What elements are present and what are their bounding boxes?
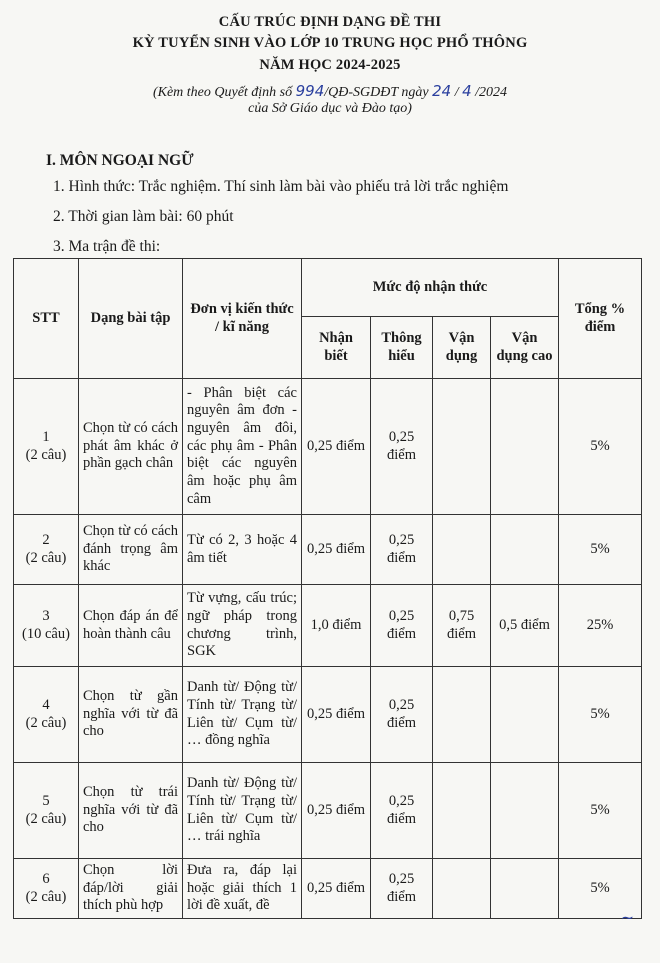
row-number: 3 <box>42 607 50 624</box>
row-number: 6 <box>42 870 50 887</box>
row-tong: 5% <box>559 379 642 515</box>
row-number: 1 <box>42 428 50 445</box>
row-question-count: (2 câu) <box>25 549 67 566</box>
row-thong-hieu: 0,25 điểm <box>371 379 433 515</box>
row-dang-bai: Chọn từ có cách phát âm khác ở phần gạch chân <box>79 379 183 515</box>
row-dang-bai: Chọn từ có cách đánh trọng âm khác <box>79 515 183 585</box>
header-don-vi: Đơn vị kiến thức / kĩ năng <box>183 259 302 379</box>
doc-title-line2: KỲ TUYỂN SINH VÀO LỚP 10 TRUNG HỌC PHỔ THÔNG <box>132 35 528 51</box>
header-van-dung: Vận dụng <box>433 317 491 379</box>
row-van-dung-cao <box>491 667 559 763</box>
row-stt <box>14 667 79 763</box>
row-nhan-biet: 0,25 điểm <box>302 515 371 585</box>
row-stt <box>14 585 79 667</box>
row-van-dung-cao <box>491 859 559 919</box>
row-tong: 5% <box>559 859 642 919</box>
decision-day: 24 <box>432 82 452 100</box>
row-tong: 5% <box>559 667 642 763</box>
row-van-dung-cao <box>491 379 559 515</box>
row-dang-bai: Chọn lời đáp/lời giải thích phù hợp <box>79 859 183 919</box>
row-thong-hieu: 0,25 điểm <box>371 515 433 585</box>
exam-matrix-table <box>13 258 642 919</box>
row-question-count: (2 câu) <box>25 446 67 463</box>
row-dang-bai: Chọn đáp án để hoàn thành câu <box>79 585 183 667</box>
row-van-dung-cao <box>491 763 559 859</box>
decision-year: /2024 <box>475 85 508 100</box>
row-stt <box>14 379 79 515</box>
row-question-count: (2 câu) <box>25 810 67 827</box>
row-question-count: (2 câu) <box>25 888 67 905</box>
section-item-2: 2. Thời gian làm bài: 60 phút <box>53 208 234 225</box>
row-don-vi: - Phân biệt các nguyên âm đơn - nguyên âm đôi, các phụ âm - Phân biệt các nguyên âm hoặc phụ âm câm <box>183 379 302 515</box>
table-row <box>14 379 642 515</box>
row-nhan-biet: 1,0 điểm <box>302 585 371 667</box>
row-van-dung <box>433 763 491 859</box>
header-thong-hieu: Thông hiểu <box>371 317 433 379</box>
row-van-dung-cao: 0,5 điểm <box>491 585 559 667</box>
row-van-dung-cao <box>491 515 559 585</box>
decision-issuer: của Sở Giáo dục và Đào tạo) <box>248 101 412 116</box>
row-thong-hieu: 0,25 điểm <box>371 667 433 763</box>
decision-sep: / <box>454 85 459 100</box>
row-nhan-biet: 0,25 điểm <box>302 379 371 515</box>
row-thong-hieu: 0,25 điểm <box>371 859 433 919</box>
section-item-1: 1. Hình thức: Trắc nghiệm. Thí sinh làm bài vào phiếu trả lời trắc nghiệm <box>53 178 509 195</box>
row-nhan-biet: 0,25 điểm <box>302 763 371 859</box>
table-row <box>14 515 642 585</box>
header-muc-do: Mức độ nhận thức <box>302 259 559 317</box>
table-row <box>14 763 642 859</box>
row-nhan-biet: 0,25 điểm <box>302 667 371 763</box>
table-row <box>14 859 642 919</box>
row-tong: 25% <box>559 585 642 667</box>
decision-number: 994 <box>295 82 325 100</box>
row-van-dung <box>433 379 491 515</box>
table-row <box>14 667 642 763</box>
row-question-count: (10 câu) <box>22 625 70 642</box>
row-van-dung <box>433 667 491 763</box>
decision-mid: /QĐ-SGDĐT ngày <box>324 85 429 100</box>
decision-reference <box>0 82 660 101</box>
row-number: 5 <box>42 792 50 809</box>
row-stt <box>14 515 79 585</box>
row-stt <box>14 859 79 919</box>
row-number: 2 <box>42 531 50 548</box>
row-nhan-biet: 0,25 điểm <box>302 859 371 919</box>
row-thong-hieu: 0,25 điểm <box>371 585 433 667</box>
doc-title-line3: NĂM HỌC 2024-2025 <box>259 57 401 73</box>
row-van-dung <box>433 515 491 585</box>
row-don-vi: Từ có 2, 3 hoặc 4 âm tiết <box>183 515 302 585</box>
row-van-dung <box>433 859 491 919</box>
row-thong-hieu: 0,25 điểm <box>371 763 433 859</box>
row-van-dung: 0,75 điểm <box>433 585 491 667</box>
handwritten-mark: ~ <box>620 908 634 927</box>
header-dang-bai: Dạng bài tập <box>79 259 183 379</box>
row-question-count: (2 câu) <box>25 714 67 731</box>
row-tong: 5% <box>559 515 642 585</box>
table-row <box>14 585 642 667</box>
row-don-vi: Danh từ/ Động từ/ Tính từ/ Trạng từ/ Liên từ/ Cụm từ/ … trái nghĩa <box>183 763 302 859</box>
row-dang-bai: Chọn từ gần nghĩa với từ đã cho <box>79 667 183 763</box>
decision-month: 4 <box>462 82 472 100</box>
row-stt <box>14 763 79 859</box>
row-tong: 5% <box>559 763 642 859</box>
header-stt: STT <box>14 259 79 379</box>
row-dang-bai: Chọn từ trái nghĩa với từ đã cho <box>79 763 183 859</box>
section-title: I. MÔN NGOẠI NGỮ <box>46 152 194 169</box>
header-van-dung-cao: Vận dụng cao <box>491 317 559 379</box>
header-nhan-biet: Nhận biết <box>302 317 371 379</box>
header-tong: Tổng % điểm <box>559 259 642 379</box>
row-number: 4 <box>42 696 50 713</box>
section-item-3: 3. Ma trận đề thi: <box>53 238 161 255</box>
row-don-vi: Từ vựng, cấu trúc; ngữ pháp trong chương trình, SGK <box>183 585 302 667</box>
decision-prefix: (Kèm theo Quyết định số <box>152 85 293 100</box>
row-don-vi: Danh từ/ Động từ/ Tính từ/ Trạng từ/ Liên từ/ Cụm từ/ … đồng nghĩa <box>183 667 302 763</box>
row-don-vi: Đưa ra, đáp lại hoặc giải thích 1 lời đề xuất, đề <box>183 859 302 919</box>
doc-title-line1: CẤU TRÚC ĐỊNH DẠNG ĐỀ THI <box>218 14 442 30</box>
